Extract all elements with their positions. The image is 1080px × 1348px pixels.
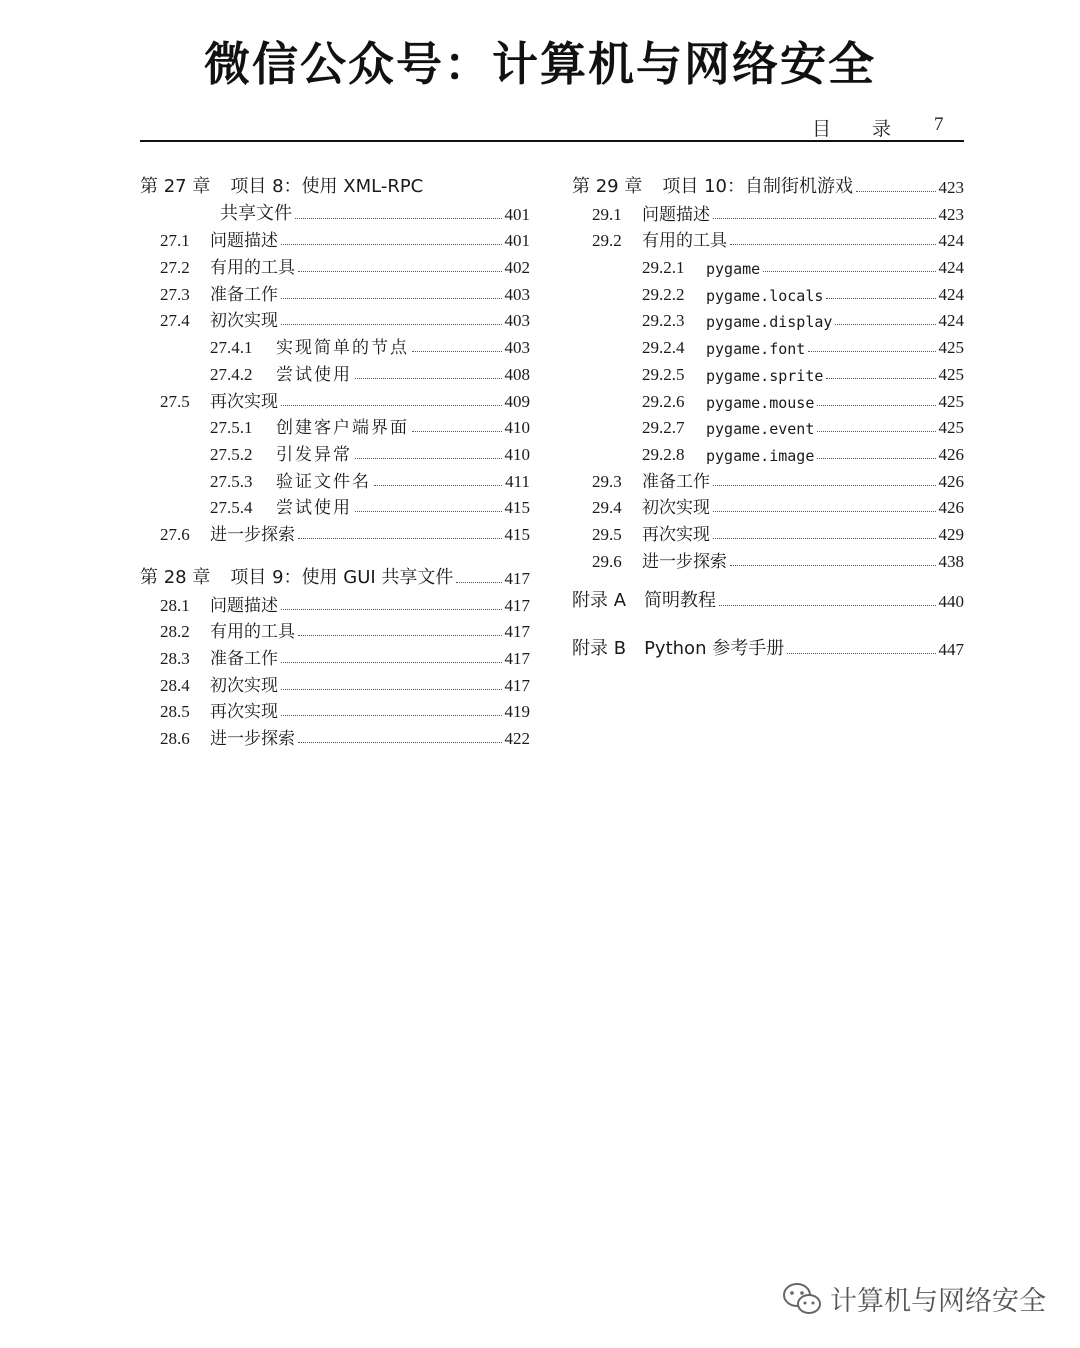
leader-dots (412, 351, 502, 352)
entry-title: 问题描述 (210, 231, 278, 251)
entry-number: 29.2.1 (642, 258, 685, 278)
entry-number: 29.2.8 (642, 444, 685, 464)
entry-number: 28.6 (160, 729, 190, 749)
page-ref: 424 (938, 231, 964, 251)
toc-subentry[interactable] (572, 358, 964, 385)
leader-dots (281, 324, 502, 325)
entry-title: pygame (706, 260, 761, 279)
toc-subentry[interactable] (140, 438, 530, 465)
entry-title: 准备工作 (210, 284, 278, 304)
toc-subentry[interactable] (572, 305, 964, 332)
entry-number: 29.3 (592, 471, 622, 491)
page-ref: 403 (504, 311, 530, 331)
chapter-title: 项目 9：使用 GUI 共享文件 (230, 566, 454, 588)
toc-right-column (572, 166, 964, 660)
appendix-title: Python 参考手册 (644, 637, 785, 659)
entry-number: 28.5 (160, 702, 190, 722)
entry-title: pygame.locals (706, 286, 824, 305)
leader-dots (763, 271, 935, 272)
entry-title: 有用的工具 (210, 258, 295, 278)
page-ref: 425 (938, 418, 964, 438)
leader-dots (817, 458, 935, 459)
page-ref: 415 (504, 498, 530, 518)
leader-dots (713, 485, 936, 486)
page-ref: 423 (938, 204, 964, 224)
page-ref: 429 (938, 524, 964, 544)
entry-number: 29.2 (592, 231, 622, 251)
leader-dots (817, 405, 935, 406)
toc-entry[interactable] (572, 545, 964, 572)
page-ref: 426 (938, 444, 964, 464)
entry-title: 有用的工具 (210, 622, 295, 642)
running-head-section2: 录 (872, 119, 892, 140)
entry-title: 有用的工具 (642, 231, 727, 251)
appendix-label: 附录 A (572, 589, 627, 611)
toc-entry[interactable] (572, 518, 964, 545)
toc-subentry[interactable] (572, 438, 964, 465)
toc-subentry[interactable] (140, 492, 530, 519)
page-ref: 424 (938, 284, 964, 304)
chapter-number: 第 27 章 (140, 176, 211, 197)
entry-number: 29.2.4 (642, 338, 685, 358)
leader-dots (374, 485, 502, 486)
leader-dots (826, 378, 935, 379)
wechat-icon (782, 1282, 822, 1316)
entry-number: 27.6 (160, 524, 190, 544)
leader-dots (281, 715, 502, 716)
appendix-b-entry[interactable] (572, 632, 964, 660)
page-ref: 425 (938, 364, 964, 384)
leader-dots (298, 742, 502, 743)
entry-title: pygame.mouse (706, 393, 815, 412)
entry-number: 27.5.1 (210, 418, 253, 438)
entry-number: 28.2 (160, 622, 190, 642)
watermark-text: 计算机与网络安全 (830, 1286, 1046, 1317)
chapter-number: 第 28 章 (140, 566, 211, 588)
page-ref: 423 (938, 178, 964, 197)
page-ref: 417 (504, 675, 530, 695)
entry-number: 28.4 (160, 675, 190, 695)
entry-number: 29.4 (592, 498, 622, 518)
leader-dots (826, 298, 935, 299)
page-ref: 415 (504, 524, 530, 544)
entry-title: pygame.display (706, 313, 833, 332)
toc-entry[interactable] (572, 492, 964, 519)
leader-dots (281, 244, 502, 245)
page-ref: 417 (504, 622, 530, 642)
entry-title: 再次实现 (210, 702, 278, 722)
toc-entry[interactable] (140, 616, 530, 643)
toc-subentry[interactable] (140, 358, 530, 385)
page-ref: 425 (938, 391, 964, 411)
leader-dots (355, 378, 502, 379)
page-ref: 422 (504, 729, 530, 749)
page-ref: 410 (504, 418, 530, 438)
entry-title: 验证文件名 (276, 471, 371, 491)
entry-title: 创建客户端界面 (276, 418, 409, 438)
chapter-title: 项目 8：使用 XML-RPC (230, 176, 424, 197)
chapter-number: 第 29 章 (572, 176, 643, 197)
entry-title: 初次实现 (210, 675, 278, 695)
page-ref: 417 (504, 595, 530, 615)
leader-dots (730, 565, 936, 566)
entry-title: pygame.event (706, 420, 815, 439)
running-head (140, 114, 964, 142)
page-ref: 447 (938, 639, 964, 659)
page-ref: 410 (504, 444, 530, 464)
toc-entry[interactable] (572, 465, 964, 492)
toc-entry[interactable] (140, 589, 530, 616)
entry-number: 27.1 (160, 231, 190, 251)
appendix-label: 附录 B (572, 637, 627, 659)
leader-dots (281, 609, 502, 610)
entry-title: pygame.font (706, 340, 806, 359)
page-ref: 424 (938, 311, 964, 331)
toc-entry[interactable] (572, 198, 964, 225)
toc-entry[interactable] (140, 642, 530, 669)
entry-number: 27.5.3 (210, 471, 253, 491)
page-ref: 419 (504, 702, 530, 722)
entry-number: 27.4.2 (210, 364, 253, 384)
page-ref: 438 (938, 551, 964, 571)
leader-dots (281, 405, 502, 406)
entry-number: 27.5.2 (210, 444, 253, 464)
entry-number: 29.2.2 (642, 284, 685, 304)
chapter-27-heading-cont[interactable] (140, 198, 530, 225)
leader-dots (856, 191, 936, 192)
entry-number: 27.5 (160, 391, 190, 411)
leader-dots (298, 635, 502, 636)
page-ref: 403 (504, 338, 530, 358)
toc-entry[interactable] (140, 278, 530, 305)
toc-subentry[interactable] (572, 385, 964, 412)
page-ref: 426 (938, 471, 964, 491)
entry-number: 29.2.5 (642, 364, 685, 384)
entry-number: 29.6 (592, 551, 622, 571)
page-ref: 417 (504, 568, 530, 588)
toc-subentry[interactable] (140, 331, 530, 358)
toc-entry[interactable] (140, 305, 530, 332)
entry-number: 27.4.1 (210, 338, 253, 358)
page-number: 7 (934, 114, 944, 135)
leader-dots (730, 244, 936, 245)
toc-entry[interactable] (140, 669, 530, 696)
leader-dots (355, 511, 502, 512)
entry-number: 29.1 (592, 204, 622, 224)
entry-title: 进一步探索 (642, 551, 727, 571)
toc-entry[interactable] (140, 251, 530, 278)
entry-title: pygame.image (706, 446, 815, 465)
leader-dots (281, 298, 502, 299)
page-ref: 409 (504, 391, 530, 411)
leader-dots (412, 431, 502, 432)
toc-entry[interactable] (572, 225, 964, 252)
entry-number: 27.5.4 (210, 498, 253, 518)
toc-left-column (140, 166, 530, 749)
leader-dots (817, 431, 935, 432)
entry-number: 27.4 (160, 311, 190, 331)
entry-title: 再次实现 (642, 524, 710, 544)
entry-title: 准备工作 (642, 471, 710, 491)
leader-dots (295, 218, 502, 219)
entry-number: 28.3 (160, 649, 190, 668)
toc-subentry[interactable] (140, 412, 530, 439)
entry-title: 问题描述 (210, 595, 278, 615)
entry-title: 初次实现 (642, 498, 710, 518)
entry-number: 29.2.3 (642, 311, 685, 331)
appendix-title: 简明教程 (644, 589, 717, 611)
entry-title: 进一步探索 (210, 729, 295, 749)
page-ref: 425 (938, 338, 964, 358)
running-head-section: 目 (812, 119, 832, 140)
toc-entry[interactable] (140, 385, 530, 412)
toc-entry[interactable] (140, 225, 530, 252)
toc-subentry[interactable] (572, 412, 964, 439)
page-ref: 426 (938, 498, 964, 518)
entry-title: 再次实现 (210, 391, 278, 411)
entry-title: 实现简单的节点 (276, 338, 409, 358)
chapter-title: 项目 10：自制街机游戏 (662, 176, 853, 197)
entry-number: 29.5 (592, 524, 622, 544)
entry-title: 准备工作 (210, 649, 278, 668)
page-ref: 401 (504, 204, 530, 224)
leader-dots (787, 653, 935, 654)
page-ref: 402 (504, 258, 530, 278)
entry-title: 问题描述 (642, 204, 710, 224)
page-ref: 417 (504, 649, 530, 668)
page-ref: 424 (938, 258, 964, 278)
chapter-title-cont: 共享文件 (220, 202, 292, 224)
leader-dots (298, 538, 502, 539)
leader-dots (355, 458, 502, 459)
chapter-28-heading[interactable] (140, 561, 530, 589)
banner-title: 微信公众号：计算机与网络安全 (204, 37, 876, 91)
leader-dots (719, 605, 935, 606)
toc-entry[interactable] (140, 696, 530, 723)
leader-dots (713, 511, 936, 512)
entry-number: 27.3 (160, 284, 190, 304)
page-ref: 403 (504, 284, 530, 304)
leader-dots (456, 582, 501, 583)
chapter-27-heading[interactable] (140, 170, 530, 198)
leader-dots (835, 324, 935, 325)
page-ref: 401 (504, 231, 530, 251)
leader-dots (713, 218, 936, 219)
leader-dots (808, 351, 935, 352)
entry-number: 28.1 (160, 595, 190, 615)
entry-title: 初次实现 (210, 311, 278, 331)
page-ref: 408 (504, 364, 530, 384)
watermark (782, 1279, 1046, 1318)
toc-entry[interactable] (140, 518, 530, 545)
chapter-29-heading[interactable] (572, 170, 964, 198)
entry-title: 尝试使用 (276, 498, 352, 518)
leader-dots (281, 662, 502, 663)
entry-title: 进一步探索 (210, 524, 295, 544)
entry-title: pygame.sprite (706, 366, 824, 385)
appendix-a-entry[interactable] (572, 584, 964, 612)
toc-subentry[interactable] (572, 331, 964, 358)
leader-dots (713, 538, 936, 539)
entry-number: 29.2.6 (642, 391, 685, 411)
entry-number: 29.2.7 (642, 418, 685, 438)
toc-subentry[interactable] (140, 465, 530, 492)
toc-entry[interactable] (140, 722, 530, 749)
toc-subentry[interactable] (572, 278, 964, 305)
entry-number: 27.2 (160, 258, 190, 278)
page-ref: 411 (505, 471, 530, 491)
leader-dots (281, 689, 502, 690)
entry-title: 尝试使用 (276, 364, 352, 384)
entry-title: 引发异常 (276, 444, 352, 464)
toc-subentry[interactable] (572, 251, 964, 278)
leader-dots (298, 271, 502, 272)
page-ref: 440 (938, 591, 964, 611)
